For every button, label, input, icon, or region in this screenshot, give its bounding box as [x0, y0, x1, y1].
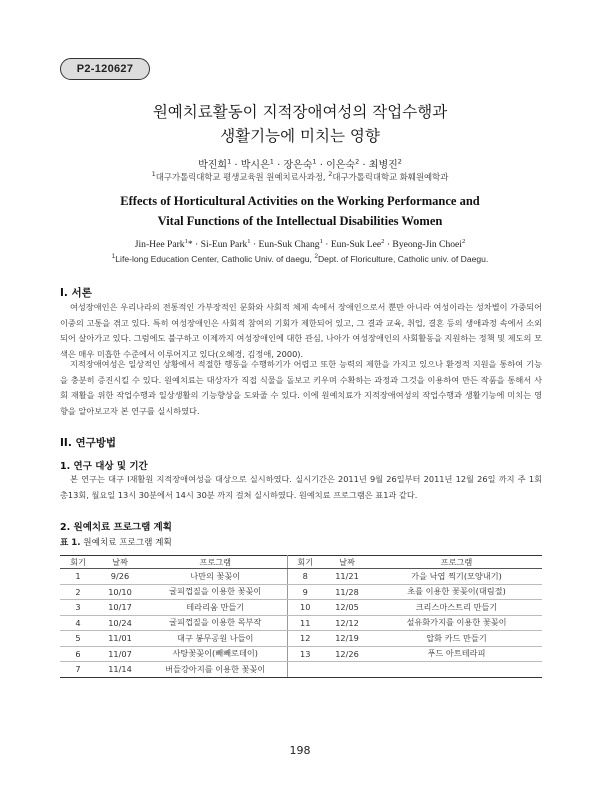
table-header-row [60, 556, 542, 569]
program-table [60, 555, 542, 678]
korean-title-line-2: 생활기능에 미치는 영향 [220, 127, 380, 145]
table-row [60, 615, 542, 631]
cell: 7 [60, 662, 96, 678]
table-caption-text: 원예치료 프로그램 계획 [83, 538, 172, 548]
english-title-line-1: Effects of Horticultural Activities on the Working Performance and [120, 194, 480, 208]
author-name: 박진희 [198, 160, 228, 171]
cell: 12/05 [323, 600, 371, 616]
cell: 9/26 [96, 569, 144, 585]
author-name: Eun-Suk Chang [258, 239, 320, 251]
table-row [60, 600, 542, 616]
author-name: Byeong-Jin Choei [392, 239, 462, 251]
cell: 2 [60, 584, 96, 600]
table-row [60, 584, 542, 600]
author-sup: 2 [397, 157, 402, 166]
author-name: Eun-Suk Lee [330, 239, 382, 251]
cell: 설유화가지를 이용한 꽃꽂이 [371, 615, 542, 631]
cell: 11/14 [96, 662, 144, 678]
korean-authors: 박진희$^1$ · 박시은$^1$ · 장은숙$^1$ · 이은숙$^2$ · 최병진$^2$ [198, 157, 402, 171]
subsection-heading-subjects: 1. 연구 대상 및 기간 [60, 461, 148, 472]
corresponding-mark: * [187, 239, 193, 251]
author-name: Si-Eun Park [200, 239, 248, 251]
cell: 10 [287, 600, 323, 616]
author-sup: 2 [355, 157, 360, 166]
methods-paragraph: 본 연구는 대구 I재활원 지적장애여성을 대상으로 실시하였다. 실시기간은 2011년 9월 26일부터 2011년 12월 26일 까지 주 1회 총13회, 월요일 13시 30분에서 14시 30분 까지 걸쳐 실시하였다. 원예치료 프로그램은 표1과 같다. [60, 474, 542, 500]
cell: 굴피껍질을 이용한 목부작 [144, 615, 287, 631]
cell: 나만의 꽃꽂이 [144, 569, 287, 585]
author-sup: 1 [184, 238, 188, 245]
header-program: 프로그램 [144, 556, 287, 569]
cell: 1 [60, 569, 96, 585]
cell: 10/10 [96, 584, 144, 600]
cell: 12 [287, 631, 323, 647]
cell: 가을 낙엽 찍기(모양내기) [371, 569, 542, 585]
author-name: 최병진 [368, 160, 398, 171]
cell: 굴피껍질을 이용한 꽃꽂이 [144, 584, 287, 600]
cell: 푸드 아트테라피 [371, 646, 542, 662]
cell: 13 [287, 646, 323, 662]
cell: 12/19 [323, 631, 371, 647]
author-sup: 1 [269, 157, 274, 166]
cell: 11/21 [323, 569, 371, 585]
cell: 11/01 [96, 631, 144, 647]
affil-sup: 2 [328, 170, 333, 178]
affil-sup: 2 [314, 253, 318, 260]
cell: 압화 카드 만들기 [371, 631, 542, 647]
author-name: 이은숙 [326, 160, 356, 171]
author-sup: 1 [312, 157, 317, 166]
intro-paragraph-1: 여성장애인은 우리나라의 전통적인 가부장적인 문화와 사회적 체제 속에서 장애인으로서 뿐만 아니라 여성이라는 성차별이 가중되어 이중의 고통을 겪고 있다. 특히 여성장애인은 사회적 참여의 기회가 제한되어 있고, 그 결과 교육, 취업, 결혼 등의 생애과정 속에서 소외되어 살아가고 있다. 그럼에도 불구하고 이제까지 여성장애인에 대한 관심, 나아가 여성장애인의 사회활동을 지원하는 정책 및 제도의 모색은 매우 미흡한 수준에서 이루어지고 있다(오혜경, 김정애, 2000). [60, 302, 542, 359]
cell [371, 662, 542, 678]
author-sup: 1 [247, 238, 251, 245]
author-name: Jin-Hee Park [134, 239, 185, 251]
english-title-line-2: Vital Functions of the Intellectual Disabilities Women [157, 214, 443, 228]
intro-paragraph-2: 지적장애여성은 일상적인 상황에서 적절한 행동을 수행하기가 어렵고 또한 능력의 제한을 가지고 있으나 환경적 지원을 통하여 기능을 충분히 증진시킬 수 있다. 원예치료는 대상자가 직접 식물을 돌보고 키우며 수확하는 과정과 그것을 이용하여 만든 작품을 통해서 사회 재활을 위한 작업수행과 일상생활의 기능향상을 도와줄 수 있다. 이에 원예치료가 지적장애여성의 작업수행과 생활기능에 미치는 영향을 알아보고자 본 연구를 실시하였다. [60, 359, 542, 416]
cell: 11/28 [323, 584, 371, 600]
affil-sup: 1 [111, 253, 116, 260]
header-program: 프로그램 [371, 556, 542, 569]
cell: 초를 이용한 꽃꽂이(대림절) [371, 584, 542, 600]
english-authors: Jin-Hee Park$^1$* · Si-Eun Park$^1$ · Eun-Suk Chang$^1$ · Eun-Suk Lee$^2$ · Byeong-Jin Choei$^2$ [134, 238, 466, 251]
table-row [60, 646, 542, 662]
affil-2: 대구가톨릭대학교 화훼원예학과 [332, 171, 449, 182]
author-sup: 1 [319, 238, 323, 245]
cell: 테라리움 만들기 [144, 600, 287, 616]
header-session: 회기 [287, 556, 323, 569]
table-row [60, 631, 542, 647]
cell: 12/12 [323, 615, 371, 631]
cell: 11 [287, 615, 323, 631]
korean-title-line-1: 원예치료활동이 지적장애여성의 작업수행과 [152, 103, 448, 121]
header-date: 날짜 [323, 556, 371, 569]
author-name: 장은숙 [283, 160, 313, 171]
cell: 크리스마스트리 만들기 [371, 600, 542, 616]
cell: 3 [60, 600, 96, 616]
table-caption-label: 표 1. [60, 538, 81, 548]
affil-sup: 1 [151, 170, 156, 178]
subsection-heading-program: 2. 원예치료 프로그램 계획 [60, 522, 172, 533]
cell: 4 [60, 615, 96, 631]
cell: 11/07 [96, 646, 144, 662]
korean-affiliations [0, 170, 600, 183]
author-sup: 2 [381, 238, 385, 245]
affil-1: Life-long Education Center, Catholic Univ. of daegu, [115, 253, 312, 264]
cell: 대구 봉무공원 나들이 [144, 631, 287, 647]
cell: 10/24 [96, 615, 144, 631]
cell: 8 [287, 569, 323, 585]
section-heading-introduction: I. 서론 [60, 287, 92, 299]
affil-2: Dept. of Floriculture, Catholic univ. of Daegu. [317, 253, 489, 264]
table-row [60, 662, 542, 678]
affil-1: 대구가톨릭대학교 평생교육원 원예치료사과정, [155, 171, 326, 182]
header-session: 회기 [60, 556, 96, 569]
table-row [60, 569, 542, 585]
table-caption [60, 536, 172, 548]
cell [287, 662, 323, 678]
author-sup: 2 [461, 238, 466, 245]
cell: 9 [287, 584, 323, 600]
author-sup: 1 [227, 157, 232, 166]
page-number: 198 [289, 744, 311, 757]
cell [323, 662, 371, 678]
paper-id-badge: P2-120627 [60, 58, 150, 80]
author-name: 박시은 [240, 160, 270, 171]
cell: 12/26 [323, 646, 371, 662]
section-heading-methods: II. 연구방법 [60, 437, 117, 449]
cell: 6 [60, 646, 96, 662]
cell: 10/17 [96, 600, 144, 616]
cell: 5 [60, 631, 96, 647]
english-affiliations [0, 253, 600, 264]
cell: 사탕꽃꽂이(빼빼로데이) [144, 646, 287, 662]
header-date: 날짜 [96, 556, 144, 569]
cell: 버들강아지를 이용한 꽃꽂이 [144, 662, 287, 678]
